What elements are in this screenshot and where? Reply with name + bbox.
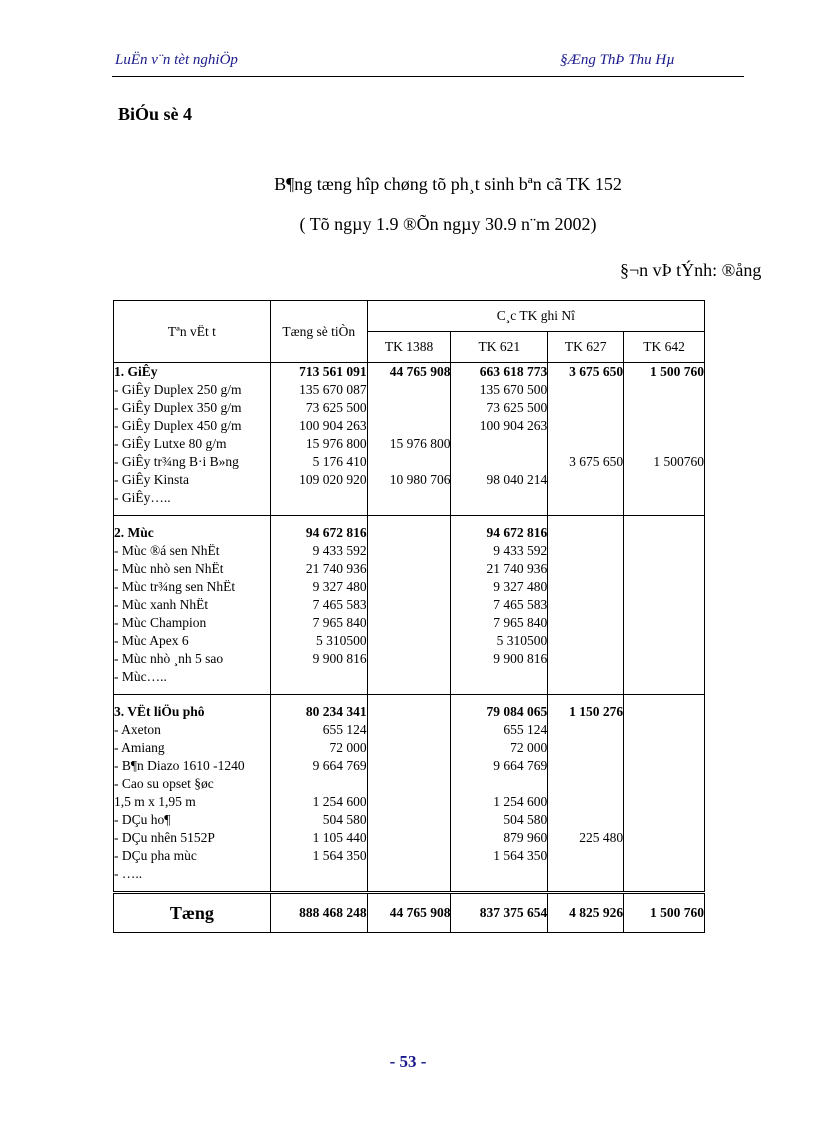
- item-value-tk642: [624, 399, 704, 417]
- item-value-tk1388: 15 976 800: [389, 436, 451, 451]
- item-value-tk627: 225 480: [579, 830, 624, 845]
- item-value-total: 21 740 936: [305, 561, 367, 576]
- item-value-tk621: 73 625 500: [486, 400, 548, 415]
- item-value-tk1388: [368, 650, 451, 668]
- item-value-total: 135 670 087: [299, 382, 367, 397]
- item-name: - GiÊy Duplex 350 g/m: [114, 400, 242, 415]
- item-value-tk1388: [368, 524, 451, 542]
- item-value-tk627: [548, 596, 623, 614]
- item-value-total: 15 976 800: [305, 436, 367, 451]
- item-value-tk621: 79 084 065: [486, 704, 548, 719]
- item-value-total: [271, 865, 367, 883]
- item-name: - Mùc nhò ¸nh 5 sao: [114, 651, 224, 666]
- group-cell-name: [114, 695, 271, 893]
- item-value-tk627: [548, 489, 623, 507]
- item-value-tk621: 663 618 773: [479, 364, 548, 379]
- item-value-tk621: [451, 775, 547, 793]
- item-value-tk621: 9 900 816: [493, 651, 548, 666]
- item-value-total: [271, 775, 367, 793]
- item-value-tk1388: [368, 542, 451, 560]
- group-cell-tk627: [548, 695, 624, 893]
- item-name: 1,5 m x 1,95 m: [114, 794, 196, 809]
- item-value-tk621: [451, 668, 547, 686]
- total-cell-tk621: 837 375 654: [451, 893, 548, 933]
- item-name: - Axeton: [114, 722, 161, 737]
- group-cell-tk1388: [367, 516, 451, 695]
- item-value-total: 9 664 769: [312, 758, 367, 773]
- item-value-tk621: 100 904 263: [479, 418, 548, 433]
- item-value-tk642: [624, 650, 704, 668]
- item-value-total: 9 433 592: [312, 543, 367, 558]
- item-value-tk621: 135 670 500: [479, 382, 548, 397]
- item-value-total: [271, 489, 367, 507]
- item-name: 1. GiÊy: [114, 364, 158, 379]
- total-cell-total: 888 468 248: [270, 893, 367, 933]
- item-value-tk621: 879 960: [503, 830, 548, 845]
- item-value-tk621: [451, 489, 547, 507]
- table-body: [114, 363, 705, 933]
- table-label: BiÓu sè 4: [118, 104, 193, 124]
- item-value-tk1388: [368, 381, 451, 399]
- col-header-tk1388: TK 1388: [367, 332, 451, 363]
- item-value-tk1388: [368, 489, 451, 507]
- item-value-total: [271, 668, 367, 686]
- item-name: - GiÊy…..: [114, 490, 171, 505]
- item-value-tk642: [624, 811, 704, 829]
- item-value-tk627: [548, 847, 623, 865]
- item-value-tk621: 5 310500: [496, 633, 548, 648]
- item-name: - Mùc nhò sen NhËt: [114, 561, 224, 576]
- item-value-tk1388: [368, 865, 451, 883]
- table-group: [114, 516, 705, 695]
- total-cell-tk1388: 44 765 908: [367, 893, 451, 933]
- item-value-tk627: [548, 793, 623, 811]
- item-value-tk642: [624, 417, 704, 435]
- item-name: - GiÊy Duplex 450 g/m: [114, 418, 242, 433]
- item-value-tk627: [548, 578, 623, 596]
- item-value-total: 73 625 500: [305, 400, 367, 415]
- item-value-tk1388: [368, 775, 451, 793]
- item-value-total: 655 124: [322, 722, 367, 737]
- item-value-tk627: [548, 399, 623, 417]
- group-cell-tk642: [624, 695, 705, 893]
- item-value-tk642: [624, 775, 704, 793]
- item-value-tk1388: [368, 703, 451, 721]
- item-name: - DÇu nhên 5152P: [114, 830, 215, 845]
- header-right-text: §Æng ThÞ Thu Hµ: [560, 52, 675, 68]
- item-value-total: 9 327 480: [312, 579, 367, 594]
- item-value-tk1388: [368, 453, 451, 471]
- item-name: 3. VËt liÖu phô: [114, 704, 205, 719]
- item-name: - GiÊy tr¾ng B·i B»ng: [114, 454, 239, 469]
- item-value-tk627: [548, 435, 623, 453]
- item-value-tk642: [624, 578, 704, 596]
- item-value-tk621: [451, 453, 547, 471]
- document-title: B¶ng tæng hîp chøng tõ ph¸t sinh bªn cã TK 152: [274, 174, 622, 194]
- col-header-tk621: TK 621: [451, 332, 548, 363]
- item-value-tk642: [624, 524, 704, 542]
- item-value-tk1388: [368, 668, 451, 686]
- group-cell-tk642: [624, 363, 705, 516]
- item-value-tk621: 9 327 480: [493, 579, 548, 594]
- item-value-tk627: [548, 739, 623, 757]
- item-value-total: 94 672 816: [305, 525, 367, 540]
- item-value-tk1388: [368, 578, 451, 596]
- item-value-tk627: [548, 471, 623, 489]
- item-value-tk1388: [368, 632, 451, 650]
- item-value-total: 7 965 840: [312, 615, 367, 630]
- item-value-tk642: [624, 489, 704, 507]
- group-cell-tk627: [548, 363, 624, 516]
- item-value-tk1388: [368, 811, 451, 829]
- item-value-tk642: [624, 596, 704, 614]
- item-value-tk627: [548, 417, 623, 435]
- item-value-tk627: [548, 757, 623, 775]
- item-value-tk627: [548, 775, 623, 793]
- item-value-tk1388: 44 765 908: [389, 364, 451, 379]
- item-name: - GiÊy Lutxe 80 g/m: [114, 436, 227, 451]
- item-value-tk627: [548, 721, 623, 739]
- item-value-tk627: [548, 524, 623, 542]
- item-value-tk627: 3 675 650: [569, 364, 624, 379]
- total-cell-tk627: 4 825 926: [548, 893, 624, 933]
- item-value-tk642: [624, 614, 704, 632]
- group-cell-tk621: [451, 695, 548, 893]
- item-value-tk621: 94 672 816: [486, 525, 548, 540]
- table-group: [114, 363, 705, 516]
- item-value-total: 72 000: [329, 740, 367, 755]
- header-rule: [112, 76, 744, 77]
- item-value-tk642: [624, 703, 704, 721]
- item-name: - Mùc tr¾ng sen NhËt: [114, 579, 236, 594]
- item-value-tk621: 98 040 214: [486, 472, 548, 487]
- item-value-tk642: [624, 560, 704, 578]
- total-cell-name: Tæng: [114, 893, 271, 933]
- item-value-tk642: [624, 542, 704, 560]
- item-value-tk1388: [368, 793, 451, 811]
- item-value-tk621: [451, 865, 547, 883]
- item-value-tk621: 1 564 350: [493, 848, 548, 863]
- item-value-tk642: [624, 865, 704, 883]
- group-cell-tk627: [548, 516, 624, 695]
- item-value-tk1388: [368, 560, 451, 578]
- item-value-tk642: [624, 829, 704, 847]
- item-name: - DÇu pha mùc: [114, 848, 197, 863]
- header-left-text: LuËn v¨n tèt nghiÖp: [115, 52, 238, 68]
- item-value-tk1388: 10 980 706: [389, 472, 451, 487]
- item-value-tk642: [624, 757, 704, 775]
- item-value-tk1388: [368, 596, 451, 614]
- col-header-tk627: TK 627: [548, 332, 624, 363]
- summary-table: [113, 300, 705, 933]
- item-value-total: 1 254 600: [312, 794, 367, 809]
- item-value-total: 9 900 816: [312, 651, 367, 666]
- item-value-total: 80 234 341: [305, 704, 367, 719]
- item-value-tk642: 1 500 760: [650, 364, 704, 379]
- group-cell-total: [270, 516, 367, 695]
- item-value-total: 7 465 583: [312, 597, 367, 612]
- item-name: - GiÊy Duplex 250 g/m: [114, 382, 242, 397]
- item-value-tk621: 9 664 769: [493, 758, 548, 773]
- item-value-tk1388: [368, 614, 451, 632]
- col-header-group: C¸c TK ghi Nî: [367, 301, 704, 332]
- item-value-tk621: 504 580: [503, 812, 548, 827]
- group-cell-name: [114, 516, 271, 695]
- group-cell-tk621: [451, 363, 548, 516]
- item-value-tk621: 7 965 840: [493, 615, 548, 630]
- item-value-tk642: [624, 471, 704, 489]
- item-value-tk627: [548, 668, 623, 686]
- item-value-tk627: [548, 632, 623, 650]
- item-value-tk1388: [368, 847, 451, 865]
- item-value-tk627: 1 150 276: [569, 704, 624, 719]
- item-value-tk627: [548, 381, 623, 399]
- document-subtitle: ( Tõ ngµy 1.9 ®Õn ngµy 30.9 n¨m 2002): [299, 214, 597, 234]
- item-value-tk1388: [368, 399, 451, 417]
- col-header-tk642: TK 642: [624, 332, 705, 363]
- item-name: - Mùc ®á sen NhËt: [114, 543, 220, 558]
- item-value-tk621: 72 000: [510, 740, 548, 755]
- item-value-tk1388: [368, 829, 451, 847]
- item-value-tk1388: [368, 757, 451, 775]
- item-value-tk627: [548, 865, 623, 883]
- item-value-tk642: [624, 739, 704, 757]
- item-name: - GiÊy Kinsta: [114, 472, 189, 487]
- group-cell-tk642: [624, 516, 705, 695]
- item-value-total: 5 176 410: [312, 454, 367, 469]
- col-header-name: Tªn vËt t: [114, 301, 271, 363]
- item-value-tk1388: [368, 739, 451, 757]
- group-cell-tk1388: [367, 363, 451, 516]
- item-name: - Amiang: [114, 740, 165, 755]
- item-name: - Mùc xanh NhËt: [114, 597, 209, 612]
- group-cell-total: [270, 695, 367, 893]
- total-cell-tk642: 1 500 760: [624, 893, 705, 933]
- item-value-tk642: 1 500760: [653, 454, 704, 469]
- item-name: - Mùc Apex 6: [114, 633, 189, 648]
- item-value-tk642: [624, 381, 704, 399]
- group-cell-tk1388: [367, 695, 451, 893]
- item-name: - B¶n Diazo 1610 -1240: [114, 758, 245, 773]
- item-value-tk627: 3 675 650: [569, 454, 624, 469]
- item-value-total: 100 904 263: [299, 418, 367, 433]
- item-value-total: 1 105 440: [312, 830, 367, 845]
- item-value-tk1388: [368, 721, 451, 739]
- table-group: [114, 695, 705, 893]
- item-value-tk642: [624, 721, 704, 739]
- item-value-tk621: 21 740 936: [486, 561, 548, 576]
- item-value-tk642: [624, 632, 704, 650]
- page-number: - 53 -: [389, 1052, 427, 1071]
- item-value-tk642: [624, 668, 704, 686]
- item-value-total: 1 564 350: [312, 848, 367, 863]
- item-value-total: 713 561 091: [299, 364, 367, 379]
- group-cell-total: [270, 363, 367, 516]
- item-value-tk642: [624, 435, 704, 453]
- item-name: - DÇu ho¶: [114, 812, 171, 827]
- item-value-tk627: [548, 650, 623, 668]
- item-value-tk1388: [368, 417, 451, 435]
- item-value-tk627: [548, 811, 623, 829]
- item-value-tk621: 9 433 592: [493, 543, 548, 558]
- total-row: [114, 893, 705, 933]
- item-name: - Mùc…..: [114, 669, 167, 684]
- unit-note: §¬n vÞ tÝnh: ®ång: [620, 260, 762, 280]
- item-name: - Mùc Champion: [114, 615, 207, 630]
- item-name: 2. Mùc: [114, 525, 154, 540]
- item-value-total: 5 310500: [316, 633, 367, 648]
- item-value-tk627: [548, 542, 623, 560]
- group-cell-name: [114, 363, 271, 516]
- item-value-tk627: [548, 560, 623, 578]
- item-value-tk621: 7 465 583: [493, 597, 548, 612]
- item-value-tk621: 1 254 600: [493, 794, 548, 809]
- item-name: - Cao su opset §øc: [114, 776, 214, 791]
- item-value-tk621: 655 124: [503, 722, 548, 737]
- item-value-total: 504 580: [322, 812, 367, 827]
- item-value-tk621: [451, 435, 547, 453]
- item-value-tk642: [624, 847, 704, 865]
- item-name: - …..: [114, 866, 143, 881]
- col-header-total: Tæng sè tiÒn: [270, 301, 367, 363]
- group-cell-tk621: [451, 516, 548, 695]
- item-value-tk642: [624, 793, 704, 811]
- item-value-tk627: [548, 614, 623, 632]
- item-value-total: 109 020 920: [299, 472, 367, 487]
